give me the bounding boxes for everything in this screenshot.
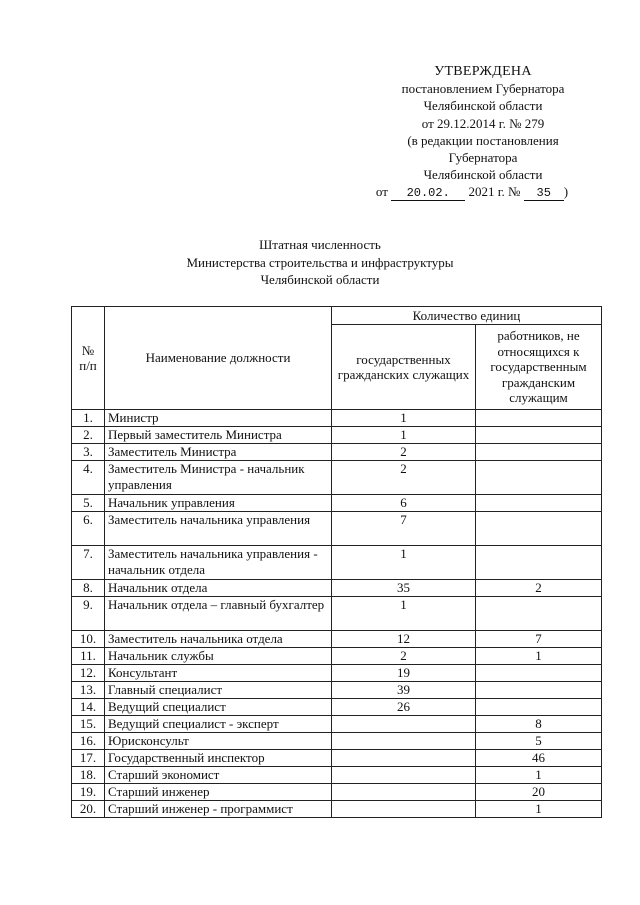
row-other-count: 7 — [476, 631, 602, 648]
row-number: 13. — [72, 682, 105, 699]
row-other-count — [476, 665, 602, 682]
row-number: 9. — [72, 597, 105, 631]
row-civil-count: 1 — [332, 410, 476, 427]
row-civil-count: 2 — [332, 648, 476, 665]
row-number: 19. — [72, 784, 105, 801]
row-civil-count: 7 — [332, 512, 476, 546]
row-civil-count: 2 — [332, 444, 476, 461]
row-other-count — [476, 597, 602, 631]
row-position: Главный специалист — [105, 682, 332, 699]
table-row — [72, 665, 602, 682]
row-position: Начальник отдела — [105, 580, 332, 597]
date-prefix: от — [375, 184, 388, 200]
row-position: Старший инженер - программист — [105, 801, 332, 818]
title-line-2: Министерства строительства и инфраструктуры — [186, 254, 454, 270]
approval-line-2: Челябинской области — [423, 98, 543, 114]
row-other-count — [476, 427, 602, 444]
row-number: 11. — [72, 648, 105, 665]
row-civil-count: 35 — [332, 580, 476, 597]
row-position: Министр — [105, 410, 332, 427]
row-other-count — [476, 495, 602, 512]
row-civil-count — [332, 784, 476, 801]
row-other-count: 2 — [476, 580, 602, 597]
row-civil-count: 1 — [332, 546, 476, 580]
row-position: Старший экономист — [105, 767, 332, 784]
row-civil-count: 6 — [332, 495, 476, 512]
row-civil-count: 26 — [332, 699, 476, 716]
row-position: Ведущий специалист — [105, 699, 332, 716]
header-number: № п/п — [72, 307, 105, 410]
staff-table — [71, 306, 602, 818]
header-civil-servants: государственных гражданских служащих — [332, 325, 476, 410]
row-number: 6. — [72, 512, 105, 546]
table-row — [72, 648, 602, 665]
table-row — [72, 716, 602, 733]
row-other-count — [476, 512, 602, 546]
table-row — [72, 767, 602, 784]
table-row — [72, 495, 602, 512]
approval-stamp — [375, 63, 588, 201]
row-other-count — [476, 444, 602, 461]
row-civil-count: 2 — [332, 461, 476, 495]
row-number: 14. — [72, 699, 105, 716]
row-number: 10. — [72, 631, 105, 648]
row-position: Старший инженер — [105, 784, 332, 801]
row-other-count: 20 — [476, 784, 602, 801]
approval-dateline — [356, 183, 588, 201]
approval-line-3: от 29.12.2014 г. № 279 — [421, 115, 545, 131]
row-civil-count: 1 — [332, 597, 476, 631]
approval-line-6: Челябинской области — [423, 167, 543, 183]
row-position: Заместитель начальника управления - начальник отдела — [105, 546, 332, 580]
row-number: 8. — [72, 580, 105, 597]
table-row — [72, 784, 602, 801]
approval-line-1: постановлением Губернатора — [401, 81, 565, 97]
table-row — [72, 631, 602, 648]
row-civil-count: 19 — [332, 665, 476, 682]
row-other-count — [476, 682, 602, 699]
row-other-count — [476, 699, 602, 716]
row-civil-count — [332, 733, 476, 750]
row-other-count: 5 — [476, 733, 602, 750]
table-row — [72, 801, 602, 818]
table-row — [72, 682, 602, 699]
row-position: Государственный инспектор — [105, 750, 332, 767]
row-other-count: 8 — [476, 716, 602, 733]
row-civil-count — [332, 750, 476, 767]
row-position: Начальник отдела – главный бухгалтер — [105, 597, 332, 631]
row-number: 15. — [72, 716, 105, 733]
table-row — [72, 750, 602, 767]
row-other-count: 1 — [476, 767, 602, 784]
approval-heading: УТВЕРЖДЕНА — [434, 64, 532, 79]
row-number: 7. — [72, 546, 105, 580]
row-number: 1. — [72, 410, 105, 427]
row-number: 5. — [72, 495, 105, 512]
row-other-count: 1 — [476, 801, 602, 818]
table-row — [72, 546, 602, 580]
row-position: Заместитель Министра - начальник управления — [105, 461, 332, 495]
row-civil-count: 1 — [332, 427, 476, 444]
row-position: Начальник службы — [105, 648, 332, 665]
row-position: Заместитель Министра — [105, 444, 332, 461]
row-other-count — [476, 410, 602, 427]
table-row — [72, 733, 602, 750]
row-position: Заместитель начальника отдела — [105, 631, 332, 648]
table-row — [72, 512, 602, 546]
table-row — [72, 410, 602, 427]
approval-line-5: Губернатора — [448, 150, 518, 166]
row-other-count — [476, 461, 602, 495]
row-position: Юрисконсульт — [105, 733, 332, 750]
date-value: 20.02. — [391, 186, 465, 201]
row-number: 3. — [72, 444, 105, 461]
row-position: Ведущий специалист - эксперт — [105, 716, 332, 733]
close-paren: ) — [563, 184, 569, 200]
row-number: 4. — [72, 461, 105, 495]
year-text: 2021 г. № — [468, 184, 521, 200]
table-row — [72, 444, 602, 461]
row-position: Консультант — [105, 665, 332, 682]
document-title — [150, 236, 490, 289]
row-other-count: 1 — [476, 648, 602, 665]
row-number: 12. — [72, 665, 105, 682]
row-civil-count: 39 — [332, 682, 476, 699]
row-civil-count: 12 — [332, 631, 476, 648]
row-civil-count — [332, 767, 476, 784]
table-row — [72, 699, 602, 716]
table-row — [72, 597, 602, 631]
staff-table-body — [72, 410, 602, 818]
row-other-count — [476, 546, 602, 580]
row-number: 20. — [72, 801, 105, 818]
row-number: 18. — [72, 767, 105, 784]
table-row — [72, 461, 602, 495]
row-civil-count — [332, 801, 476, 818]
table-row — [72, 427, 602, 444]
header-position: Наименование должности — [105, 307, 332, 410]
title-line-3: Челябинской области — [260, 272, 380, 287]
row-number: 16. — [72, 733, 105, 750]
row-number: 2. — [72, 427, 105, 444]
row-civil-count — [332, 716, 476, 733]
table-row — [72, 580, 602, 597]
row-position: Первый заместитель Министра — [105, 427, 332, 444]
header-units: Количество единиц — [332, 307, 602, 325]
row-other-count: 46 — [476, 750, 602, 767]
row-number: 17. — [72, 750, 105, 767]
title-line-1: Штатная численность — [259, 237, 381, 252]
number-value: 35 — [524, 186, 564, 201]
row-position: Начальник управления — [105, 495, 332, 512]
header-other-workers: работников, не относящихся к государственным гражданским служащим — [476, 325, 602, 410]
approval-line-4: (в редакции постановления — [407, 132, 559, 148]
row-position: Заместитель начальника управления — [105, 512, 332, 546]
